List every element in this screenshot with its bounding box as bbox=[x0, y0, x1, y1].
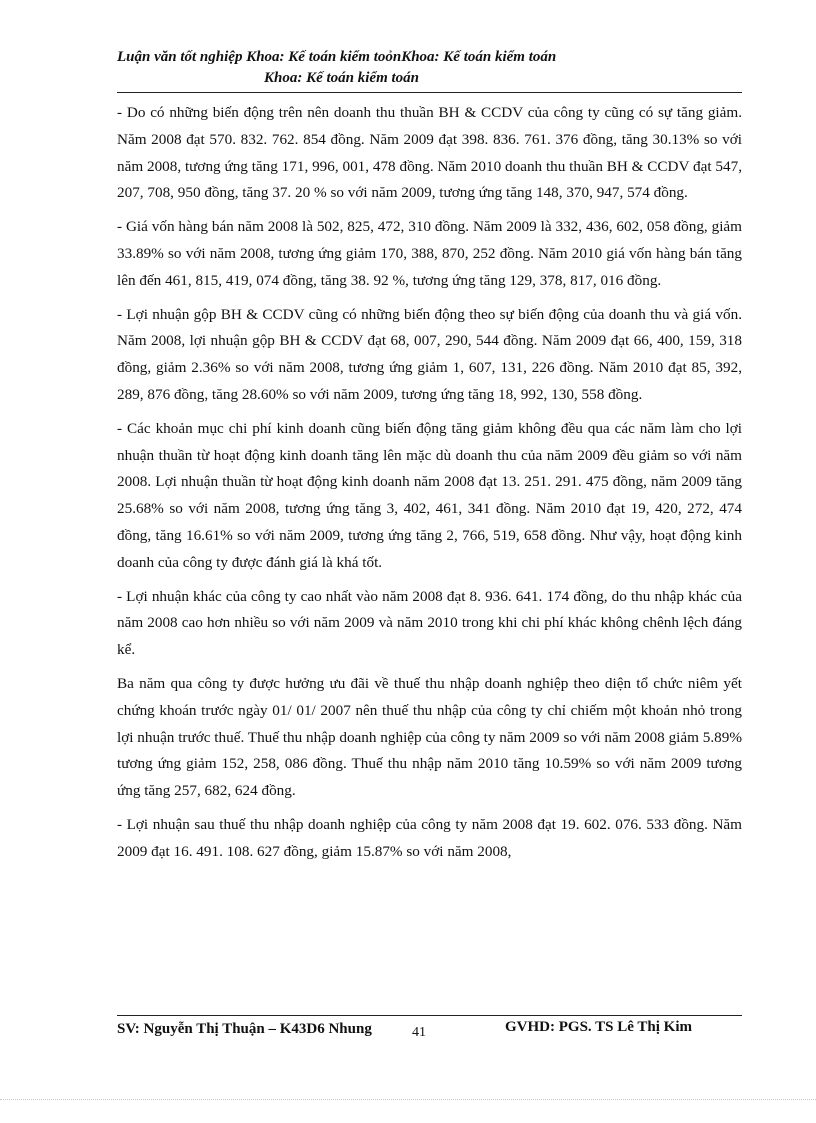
header-rule bbox=[117, 92, 742, 93]
body-text bbox=[117, 100, 742, 873]
page-bottom-divider bbox=[0, 1099, 816, 1100]
paragraph: Ba năm qua công ty được hưởng ưu đãi về thuế thu nhập doanh nghiệp theo diện tổ chức niêm yết chứng khoán trước ngày 01/ 01/ 2007 nên thuế thu nhập của công ty chỉ chiếm một khoản nhỏ trong lợi nhuận trước thuế. Thuế thu nhập doanh nghiệp của công ty năm 2009 so với năm 2008 giảm 5.89% tương ứng giảm 152, 258, 086 đồng. Thuế thu nhập năm 2010 tăng 10.59% so với năm 2009 tương ứng tăng 257, 682, 624 đồng. bbox=[117, 674, 742, 800]
footer-supervisor: GVHD: PGS. TS Lê Thị Kim bbox=[505, 1019, 692, 1035]
footer-student: SV: Nguyễn Thị Thuận – K43D6 Nhung bbox=[117, 1021, 372, 1037]
paragraph: - Lợi nhuận sau thuế thu nhập doanh nghiệp của công ty năm 2008 đạt 19. 602. 076. 533 đồng. Năm 2009 đạt 16. 491. 108. 627 đồng, giảm 15.87% so với năm 2008, bbox=[117, 815, 742, 860]
footer-rule bbox=[117, 1015, 742, 1016]
paragraph: - Lợi nhuận khác của công ty cao nhất vào năm 2008 đạt 8. 936. 641. 174 đồng, do thu nhập khác của năm 2008 cao hơn nhiều so với năm 2009 và năm 2010 trong khi chi phí khác không chênh lệch đáng kể. bbox=[117, 587, 742, 659]
paragraph: - Các khoản mục chi phí kinh doanh cũng biến động tăng giảm không đều qua các năm làm cho lợi nhuận thuần từ hoạt động kinh doanh tăng lên mặc dù doanh thu của năm 2009 đều giảm so với năm 2008. Lợi nhuận thuần từ hoạt động kinh doanh năm 2008 đạt 13. 251. 291. 475 đồng, năm 2009 tăng 25.68% so với năm 2008, tương ứng tăng 3, 402, 461, 341 đồng. Năm 2010 đạt 19, 420, 272, 474 đồng, tăng 16.61% so với năm 2009, tương ứng tăng 2, 766, 519, 658 đồng. Như vậy, hoạt động kinh doanh của công ty được đánh giá là khá tốt. bbox=[117, 419, 742, 571]
paragraph: - Do có những biến động trên nên doanh thu thuần BH & CCDV của công ty cũng có sự tăng giảm. Năm 2008 đạt 570. 832. 762. 854 đồng. Năm 2009 đạt 398. 836. 761. 376 đồng, tăng 30.13% so với năm 2008, tương ứng tăng 171, 996, 001, 478 đồng. Năm 2010 doanh thu thuần BH & CCDV đạt 547, 207, 708, 950 đồng, tăng 37. 20 % so với năm 2009, tương ứng tăng 148, 370, 947, 574 đồng. bbox=[117, 104, 742, 202]
running-header-line-1: Luận văn tốt nghiệp Khoa: Kế toán kiểm toỏnKhoa: Kế toán kiểm toán bbox=[117, 49, 557, 65]
running-header-line-2: Khoa: Kế toán kiểm toán bbox=[264, 70, 420, 86]
page-number: 41 bbox=[412, 1025, 426, 1040]
paragraph: - Giá vốn hàng bán năm 2008 là 502, 825, 472, 310 đồng. Năm 2009 là 332, 436, 602, 058 đồng, giảm 33.89% so với năm 2008, tương ứng giảm 170, 388, 870, 252 đồng. Năm 2010 giá vốn hàng bán tăng lên đến 461, 815, 419, 074 đồng, tăng 38. 92 %, tương ứng tăng 129, 378, 817, 016 đồng. bbox=[117, 218, 742, 289]
paragraph: - Lợi nhuận gộp BH & CCDV cũng có những biến động theo sự biến động của doanh thu và giá vốn. Năm 2008, lợi nhuận gộp BH & CCDV đạt 68, 007, 290, 544 đồng. Năm 2009 đạt 66, 400, 159, 318 đồng, giảm 2.36% so với năm 2008, tương ứng giảm 1, 607, 131, 226 đồng. Năm 2010 đạt 85, 392, 289, 876 đồng, tăng 28.60% so với năm 2009, tương ứng tăng 18, 992, 130, 558 đồng. bbox=[117, 305, 742, 403]
